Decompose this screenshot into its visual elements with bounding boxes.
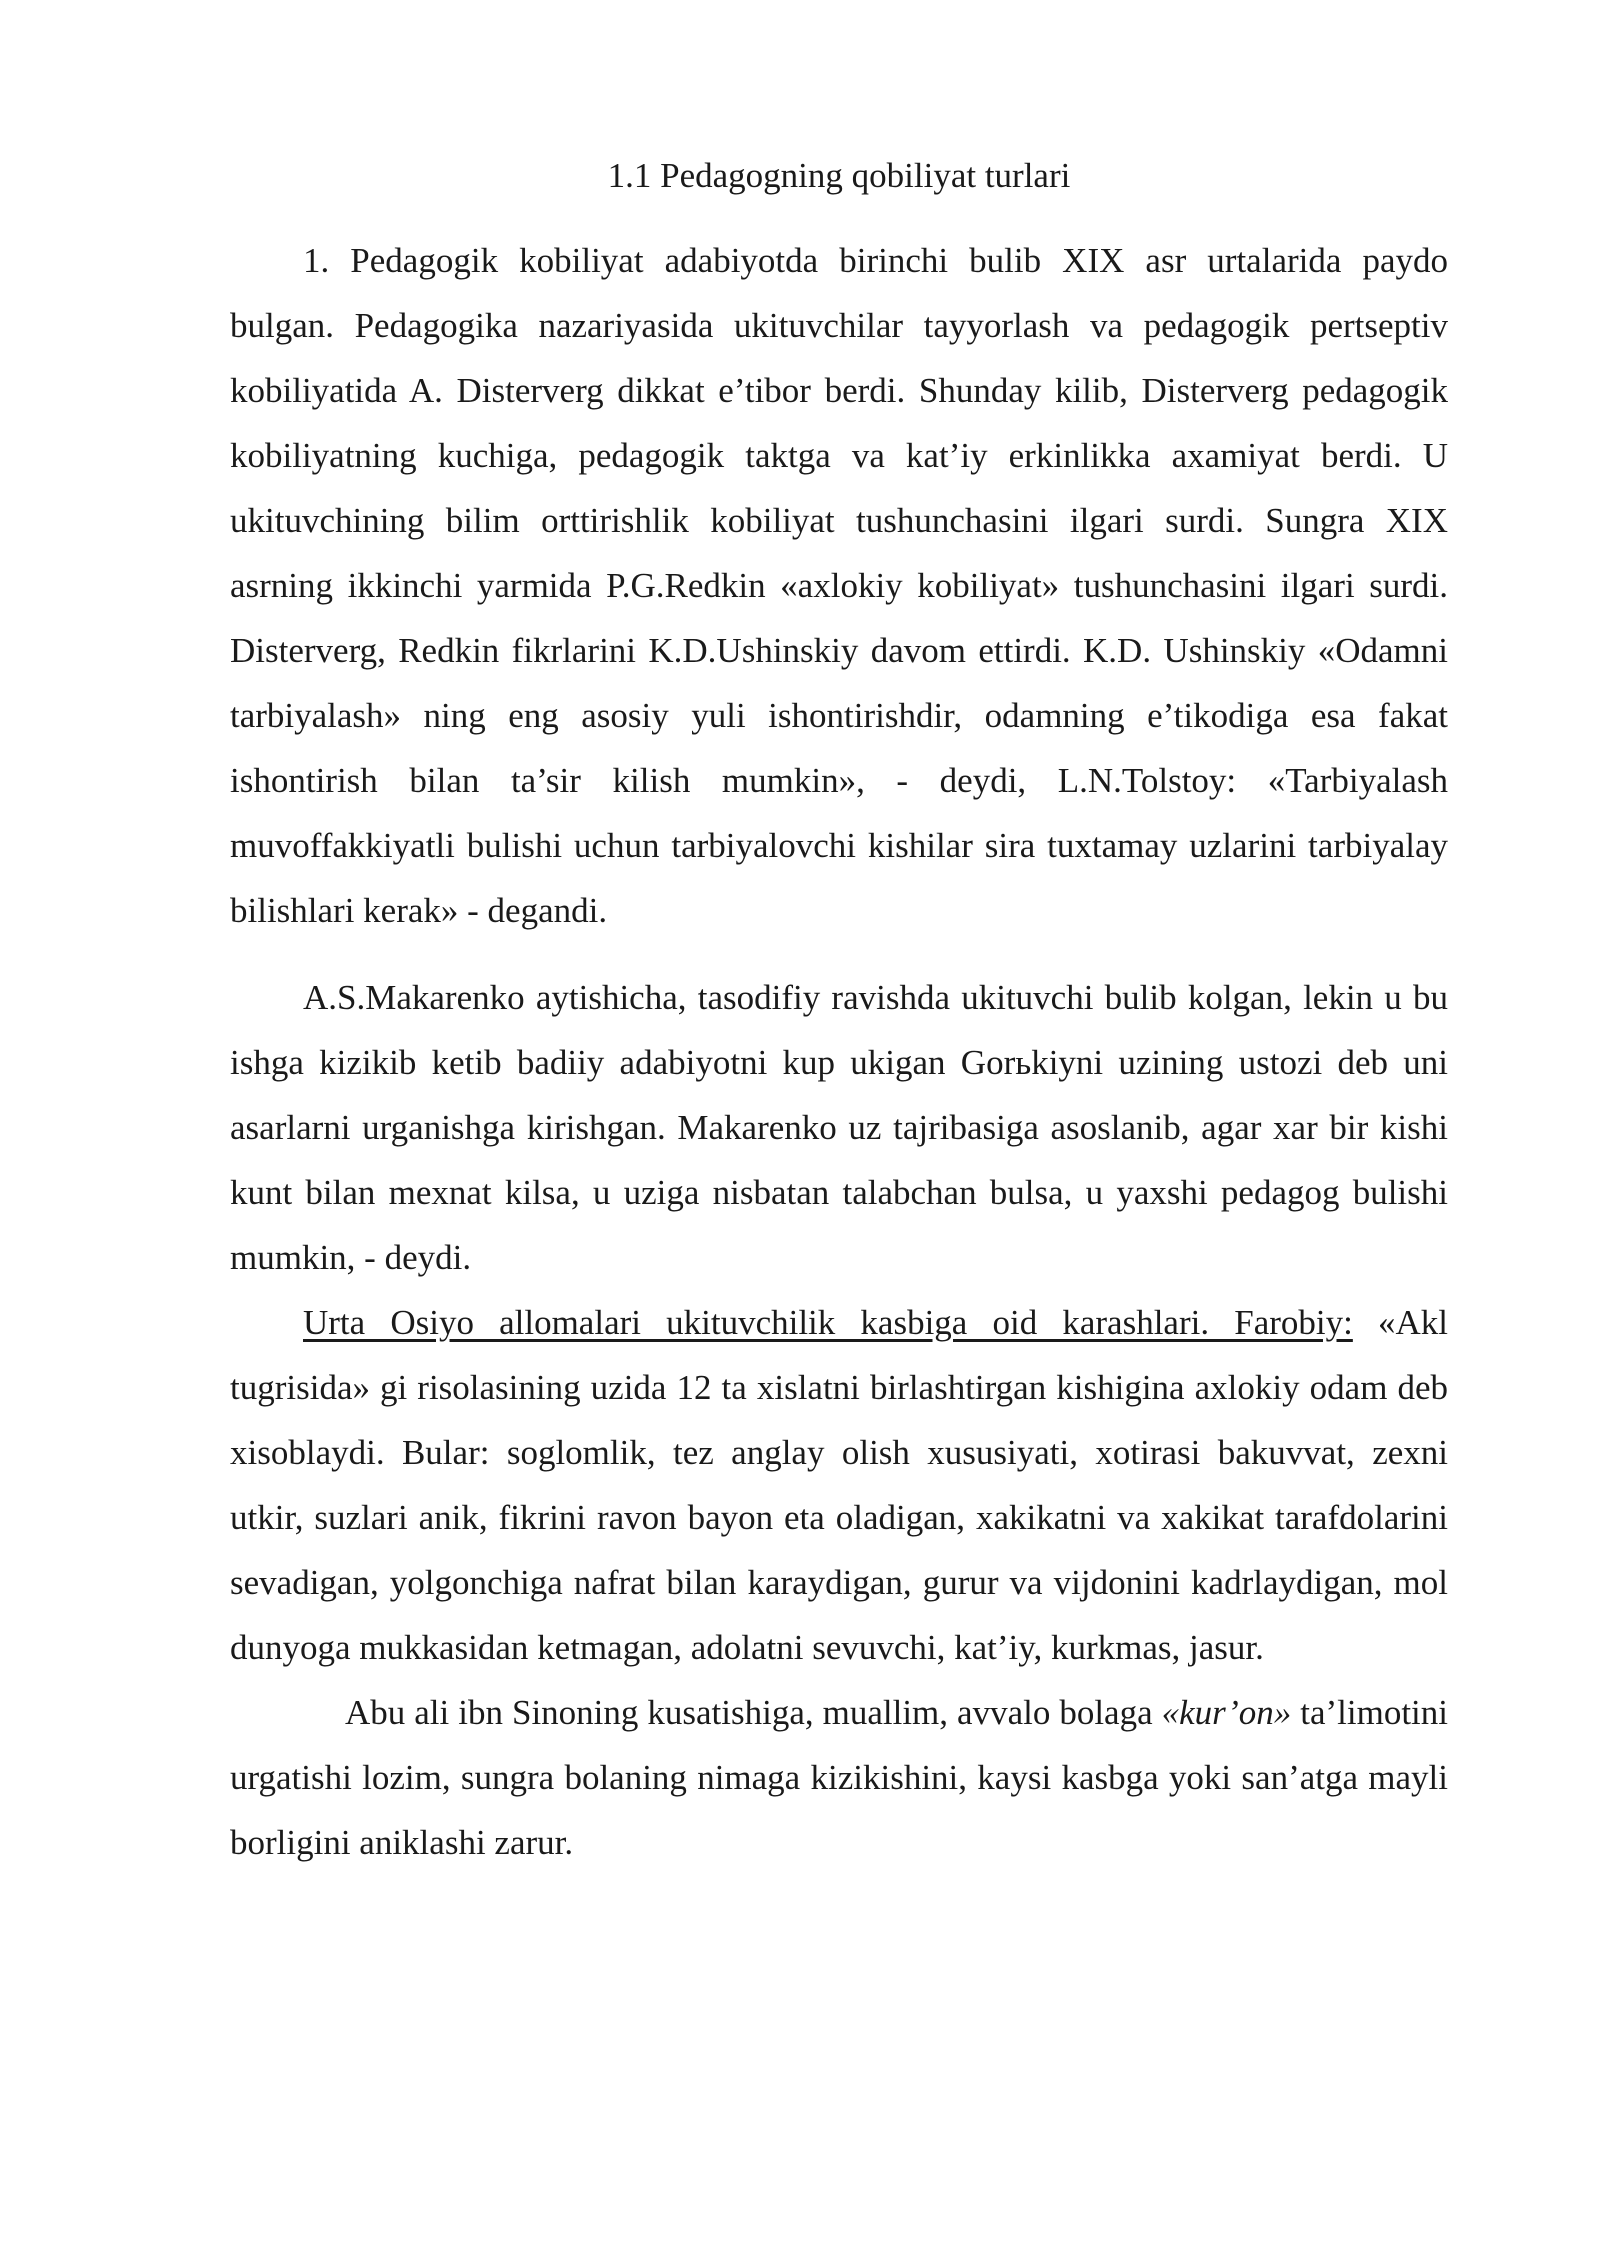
document-page (230, 150, 1448, 1875)
paragraph-farobiy-text: «Akl tugrisida» gi risolasining uzida 12 ta xislatni birlashtirgan kishigina axlokiy odam deb xisoblaydi. Bular: soglomlik, tez anglay olish xususiyati, xotirasi bakuvvat, zexni utkir, suzlari anik, fikrini ravon bayon eta oladigan, xakikatni va xakikat tarafdolarini sevadigan, yolgonchiga nafrat bilan karaydigan, gurur va vijdonini kadrlaydigan, mol dunyoga mukkasidan ketmagan, adolatni sevuvchi, kat’iy, kurkmas, jasur. (230, 1303, 1449, 1667)
paragraph-ibn-sino-end: ta’limotini urgatishi lozim, sungra bolaning nimaga kizikishini, kaysi kasbga yoki san’atga mayli borligini aniklashi zarur. (230, 1693, 1448, 1862)
paragraph-ibn-sino-start: Abu ali ibn Sinoning kusatishiga, muallim, avvalo bolaga (345, 1693, 1162, 1732)
underlined-heading: Urta Osiyo allomalari ukituvchilik kasbiga oid karashlari. Farobiy: (303, 1303, 1353, 1342)
paragraph-ibn-sino (230, 1680, 1448, 1875)
paragraph-central-asian-scholars (230, 1290, 1448, 1680)
paragraph-makarenko: A.S.Makarenko aytishicha, tasodifiy ravishda ukituvchi bulib kolgan, lekin u bu ishga kizikib ketib badiiy adabiyotni kup ukigan Gorьkiyni uzining ustozi deb uni asarlarni urganishga kirishgan. Makarenko uz tajribasiga asoslanib, agar xar bir kishi kunt bilan mexnat kilsa, u uziga nisbatan talabchan bulsa, u yaxshi pedagog bulishi mumkin, - deydi. (230, 978, 1448, 1277)
italic-quran: «kur’on» (1161, 1693, 1292, 1732)
paragraph-pedagogical-ability-history: 1. Pedagogik kobiliyat adabiyotda birinchi bulib XIX asr urtalarida paydo bulgan. Pedagogika nazariyasida ukituvchilar tayyorlash va pedagogik pertseptiv kobiliyatida A. Disterverg dikkat e’tibor berdi. Shunday kilib, Disterverg pedagogik kobiliyatning kuchiga, pedagogik taktga va kat’iy erkinlikka axamiyat berdi. U ukituvchining bilim orttirishlik kobiliyat tushunchasini ilgari surdi. Sungra XIX asrning ikkinchi yarmida P.G.Redkin «axlokiy kobiliyat» tushunchasini ilgari surdi. Disterverg, Redkin fikrlarini K.D.Ushinskiy davom ettirdi. K.D. Ushinskiy «Odamni tarbiyalash» ning eng asosiy yuli ishontirishdir, odamning e’tikodiga esa fakat ishontirish bilan ta’sir kilish mumkin», - deydi, L.N.Tolstoy: «Tarbiyalash muvoffakkiyatli bulishi uchun tarbiyalovchi kishilar sira tuxtamay uzlarini tarbiyalay bilishlari kerak» - degandi. (230, 241, 1448, 930)
section-title: 1.1 Pedagogning qobiliyat turlari (607, 156, 1071, 195)
